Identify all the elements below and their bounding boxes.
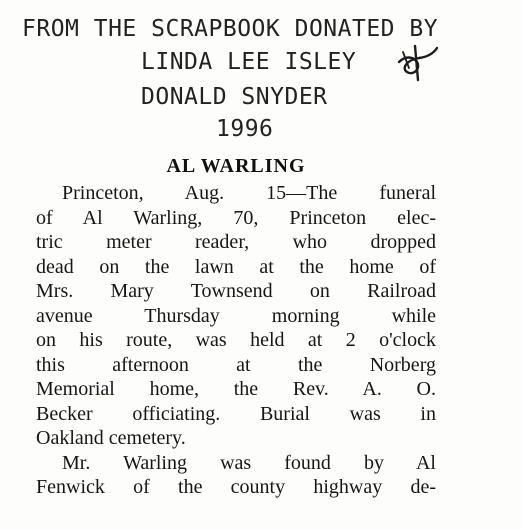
article-headline: AL WARLING [166, 155, 306, 177]
article-paragraph-1 [36, 181, 436, 451]
article-line: of Al Warling, 70, Princeton elec- [36, 206, 436, 229]
scrapbook-note-year: 1996 [216, 116, 274, 142]
article-line: Princeton, Aug. 15—The funeral [62, 182, 436, 204]
scrapbook-note-line-3: DONALD SNYDER [141, 84, 328, 110]
article-line: on his route, was held at 2 o'clock [36, 329, 436, 351]
article-line: tric meter reader, who dropped [36, 231, 436, 253]
article-paragraph-2 [36, 451, 436, 500]
scrapbook-note-line-1: FROM THE SCRAPBOOK DONATED BY [22, 16, 439, 42]
article-line: Mrs. Mary Townsend on Railroad [36, 280, 436, 302]
article-line: Mr. Warling was found by Al [62, 451, 436, 474]
article-line: dead on the lawn at the home of [36, 255, 436, 278]
scrapbook-note-line-2: LINDA LEE ISLEY [141, 49, 357, 75]
obituary-article [36, 153, 436, 500]
torn-previous-clipping-edge [0, 0, 522, 8]
article-line: this afternoon at the Norberg [36, 353, 436, 376]
article-line: Fenwick of the county highway de- [36, 476, 436, 498]
article-line: avenue Thursday morning while [36, 304, 436, 327]
article-line: Becker officiating. Burial was in [36, 402, 436, 425]
article-line: Oakland cemetery. [36, 427, 186, 449]
article-line: Memorial home, the Rev. A. O. [36, 378, 436, 400]
handwritten-initials-mark [393, 42, 439, 84]
